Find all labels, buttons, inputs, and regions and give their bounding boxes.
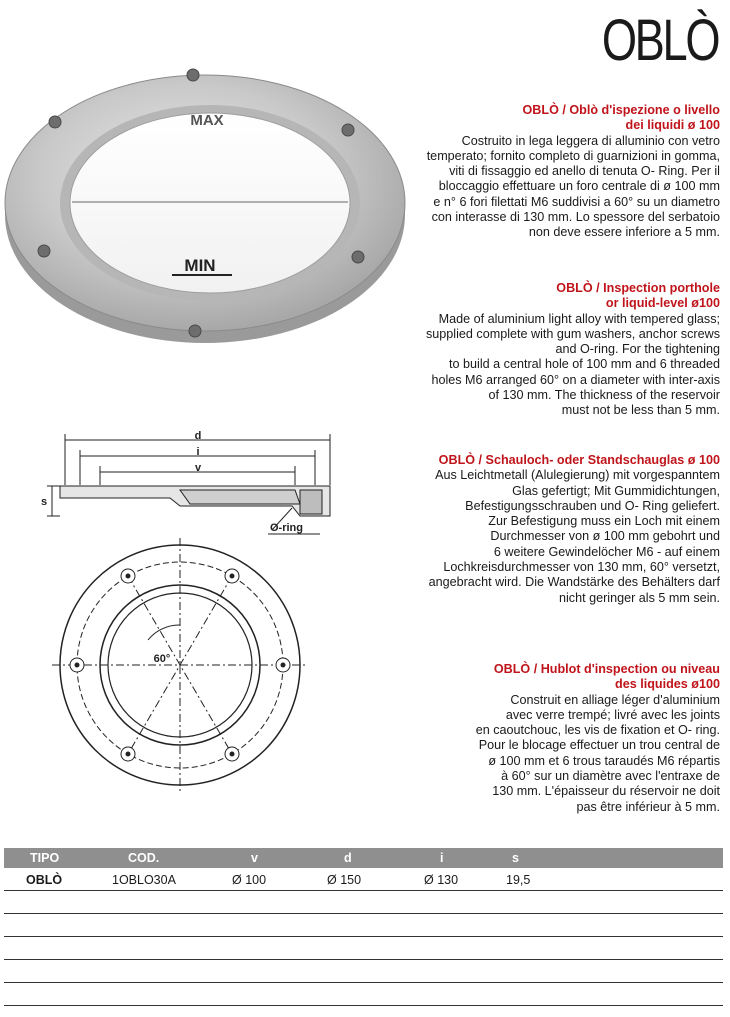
section-english: [426, 281, 720, 419]
oring-label: O-ring: [270, 522, 303, 534]
table-cell: Ø 100: [232, 873, 267, 887]
table-cell: OBLÒ: [26, 873, 63, 887]
dim-i-label: i: [196, 446, 200, 458]
page-title: OBLÒ: [601, 8, 718, 73]
section-line: Costruito in lega leggera di alluminio con vetro: [461, 133, 720, 148]
section-line: Construit en alliage léger d'aluminium: [510, 692, 720, 707]
section-line: 6 weitere Gewindelöcher M6 - auf einem: [493, 544, 720, 559]
section-heading: OBLÒ / Oblò d'ispezione o livello: [522, 103, 720, 117]
max-label: MAX: [190, 112, 224, 129]
section-line: and O-ring. For the tightening: [555, 342, 720, 357]
col-header: COD.: [128, 851, 160, 865]
table-divider: [4, 982, 723, 983]
section-line: to build a central hole of 100 mm and 6 threaded: [449, 357, 720, 372]
bolt-2: [342, 124, 354, 136]
section-heading: OBLÒ / Schauloch- oder Standschauglas ø 100: [438, 453, 720, 467]
section-line: Durchmesser von ø 100 mm gebohrt und: [490, 529, 720, 544]
min-label: MIN: [184, 256, 216, 275]
col-header: s: [512, 851, 519, 865]
section-heading: des liquides ø100: [615, 677, 720, 692]
section-line: Befestigungsschrauben und O- Ring geliefert.: [465, 498, 720, 513]
section-line: must not be less than 5 mm.: [561, 403, 720, 418]
table-row: [4, 868, 723, 891]
section-heading: or liquid-level ø100: [605, 296, 720, 311]
bolt-3: [352, 251, 364, 263]
bolt-6: [49, 116, 61, 128]
bolt-4: [189, 325, 201, 337]
section-line: temperato; fornito completo di guarnizioni in gomma,: [426, 148, 720, 163]
angle-label: 60°: [153, 653, 171, 665]
dim-d-label: d: [194, 430, 202, 442]
section-french: [476, 662, 720, 815]
section-line: pas être inférieur à 5 mm.: [576, 799, 720, 814]
table-divider: [4, 936, 723, 937]
section-line: Lochkreisdurchmesser von 130 mm, 60° versetzt,: [443, 560, 720, 575]
section-line: Aus Leichtmetall (Alulegierung) mit vorgespanntem: [435, 468, 720, 483]
table-cell: Ø 150: [327, 873, 362, 887]
bolt-1: [187, 69, 199, 81]
spec-table: [4, 848, 723, 891]
section-line: con interasse di 130 mm. Lo spessore del serbatoio: [431, 210, 720, 225]
table-divider: [4, 959, 723, 960]
col-header: i: [440, 851, 444, 865]
product-photo: [0, 55, 410, 355]
section-line: non deve essere inferiore a 5 mm.: [528, 225, 720, 240]
section-line: ø 100 mm et 6 trous taraudés M6 répartis: [488, 753, 720, 768]
bolt-5: [38, 245, 50, 257]
section-heading: dei liquidi ø 100: [625, 118, 720, 133]
section-line: à 60° sur un diamètre avec l'entraxe de: [501, 769, 720, 784]
dim-s-label: s: [40, 496, 48, 508]
section-heading: OBLÒ / Inspection porthole: [556, 281, 720, 295]
table-cell: 1OBLO30A: [112, 873, 176, 887]
section-heading: OBLÒ / Hublot d'inspection ou niveau: [493, 662, 720, 676]
col-header: TIPO: [30, 851, 60, 865]
section-line: nicht geringer als 5 mm sein.: [559, 590, 720, 605]
section-line: en caoutchouc, les vis de fixation et O- ring.: [475, 723, 720, 738]
section-line: 130 mm. L'épaisseur du réservoir ne doit: [492, 784, 720, 799]
section-line: Made of aluminium light alloy with tempered glass;: [438, 311, 720, 326]
section-line: supplied complete with gum washers, anchor screws: [426, 326, 720, 341]
table-divider: [4, 1005, 723, 1006]
technical-drawing: [30, 430, 350, 810]
section-line: viti di fissaggio ed anello di tenuta O- Ring. Per il: [449, 164, 720, 179]
dim-v-label: v: [194, 462, 202, 474]
table-cell: 19,5: [506, 873, 531, 887]
section-line: avec verre trempé; livré avec les joints: [505, 707, 720, 722]
section-line: angebracht wird. Die Wandstärke des Behälters darf: [428, 575, 720, 590]
section-line: holes M6 arranged 60° on a diameter with inter-axis: [431, 372, 720, 387]
table-cell: Ø 130: [424, 873, 459, 887]
section-line: bloccaggio effettuare un foro centrale di ø 100 mm: [438, 179, 720, 194]
section-line: Pour le blocage effectuer un trou central de: [478, 738, 720, 753]
col-header: v: [251, 851, 258, 865]
col-header: d: [344, 851, 352, 865]
section-line: of 130 mm. The thickness of the reservoir: [488, 388, 720, 403]
table-divider: [4, 913, 723, 914]
section-german: [429, 453, 720, 606]
section-line: Glas gefertigt; Mit Gummidichtungen,: [512, 483, 720, 498]
section-line: Zur Befestigung muss ein Loch mit einem: [488, 514, 720, 529]
table-header: [4, 848, 723, 868]
section-italian: [427, 103, 720, 241]
section-line: e n° 6 fori filettati M6 suddivisi a 60° su un diametro: [433, 194, 720, 209]
